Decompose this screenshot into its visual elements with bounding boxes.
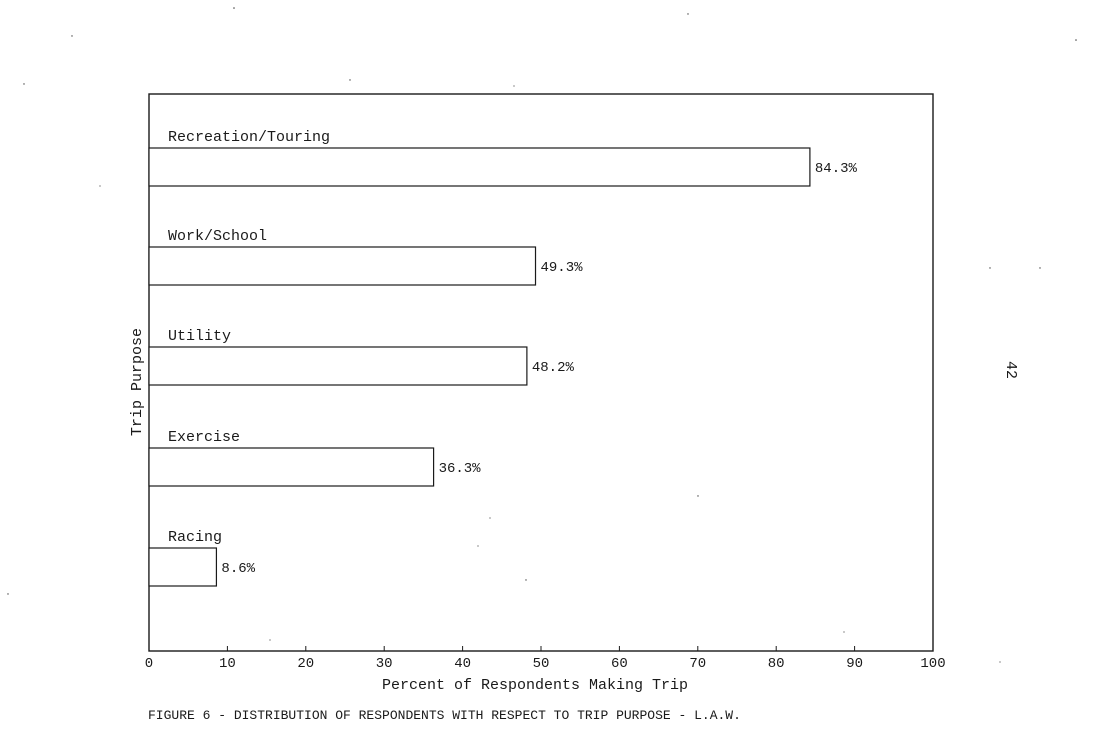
bar-racing [149, 548, 216, 586]
category-label: Utility [168, 328, 232, 345]
x-tick-label: 70 [689, 656, 707, 672]
category-label: Work/School [168, 228, 268, 245]
x-tick-label: 40 [454, 656, 472, 672]
x-axis-tick-labels [145, 656, 946, 672]
category-label: Exercise [168, 429, 241, 446]
page-number: 42 [1002, 360, 1019, 380]
x-tick-label: 80 [767, 656, 785, 672]
value-label: 48.2% [531, 360, 574, 376]
figure-caption: FIGURE 6 - DISTRIBUTION OF RESPONDENTS WITH RESPECT TO TRIP PURPOSE - L.A.W. [148, 708, 741, 723]
x-tick-label: 50 [532, 656, 550, 672]
bar-utility [149, 347, 527, 385]
value-label: 84.3% [814, 161, 857, 177]
bar-work-school [149, 247, 536, 285]
bars [149, 148, 810, 586]
x-tick-label: 30 [375, 656, 393, 672]
x-tick-label: 0 [144, 656, 154, 672]
x-tick-label: 60 [610, 656, 628, 672]
value-label: 49.3% [540, 260, 583, 276]
value-label: 36.3% [438, 461, 481, 477]
x-tick-label: 100 [920, 656, 946, 672]
category-label: Racing [168, 529, 223, 546]
value-label: 8.6% [221, 561, 256, 577]
x-tick-label: 90 [846, 656, 864, 672]
x-axis-title: Percent of Respondents Making Trip [381, 677, 689, 694]
x-axis-ticks [149, 646, 933, 651]
x-tick-label: 20 [297, 656, 315, 672]
y-axis-title: Trip Purpose [129, 327, 146, 437]
bar-exercise [149, 448, 434, 486]
category-label: Recreation/Touring [168, 129, 331, 146]
x-tick-label: 10 [218, 656, 236, 672]
bar-recreation-touring [149, 148, 810, 186]
